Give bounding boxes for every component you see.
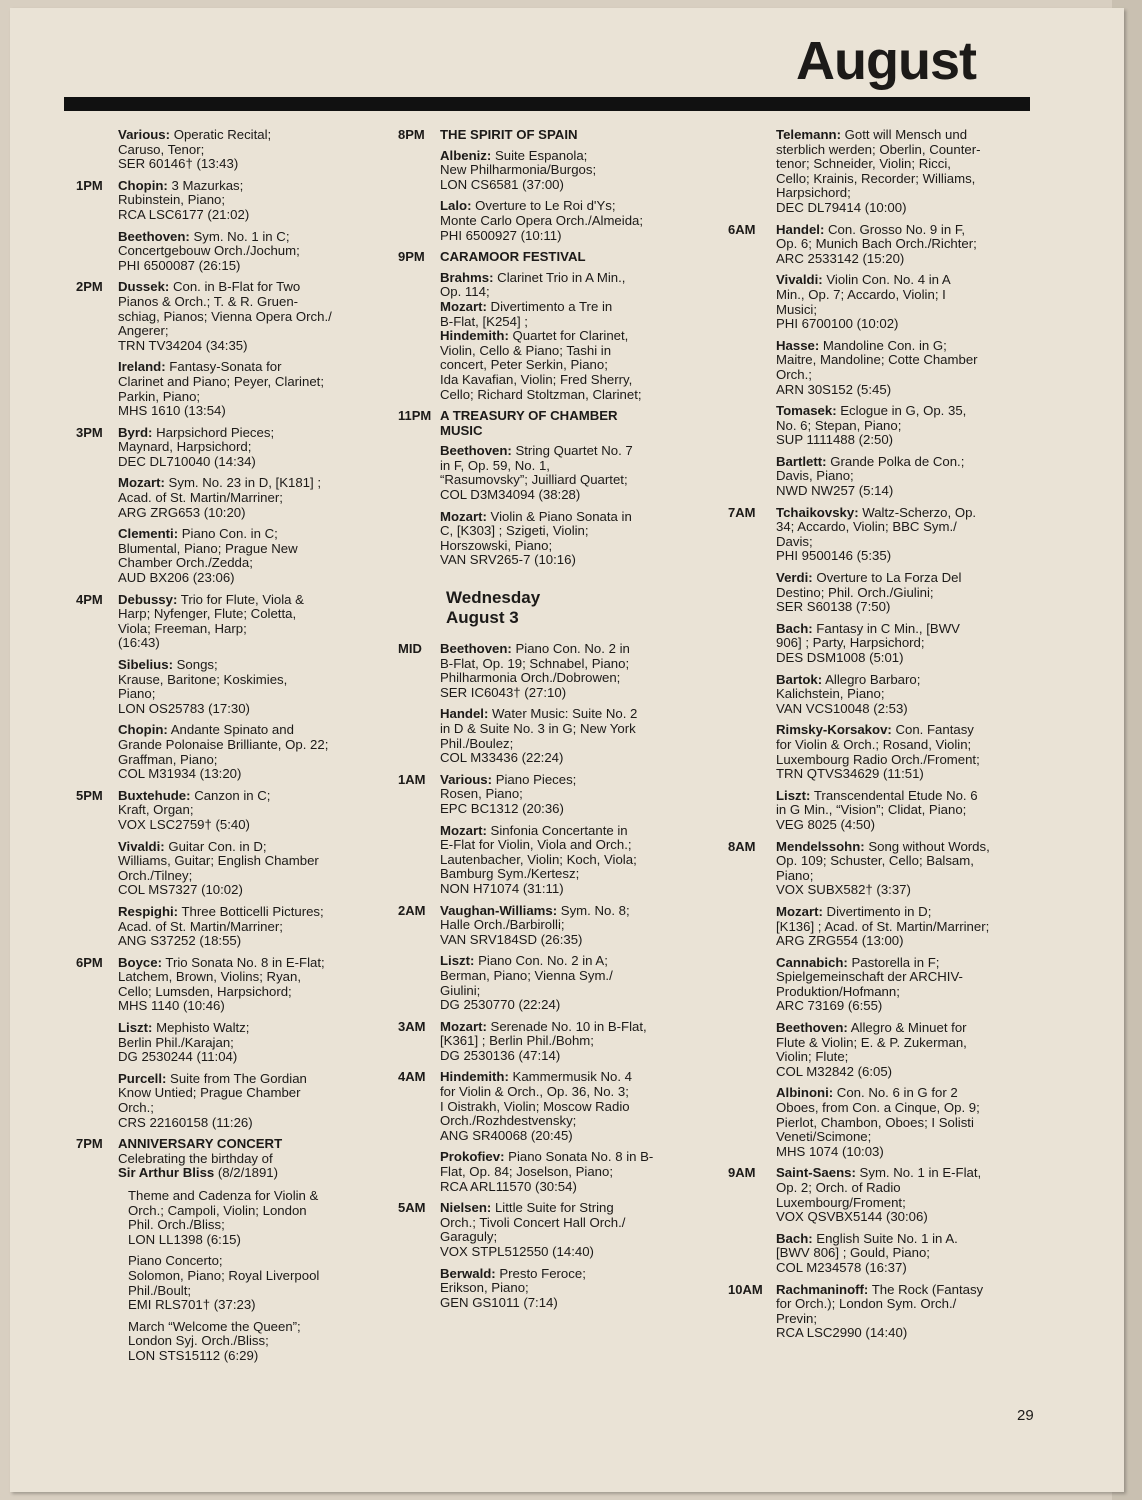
listing-details: Sym. No. 8; Halle Orch./Barbirolli; VAN SRV184SD (26:35) [440, 902, 630, 947]
composer-name: Purcell: [118, 1070, 167, 1086]
listing-details: Allegro Barbaro; Kalichstein, Piano; VAN VCS10048 (2:53) [776, 671, 921, 716]
listing-entry [776, 622, 1044, 666]
listing-details: Clarinet Trio in A Min., Op. 114; [440, 269, 626, 300]
time-label: 3PM [76, 424, 103, 440]
listing-entry [118, 128, 376, 172]
program-title: THE SPIRIT OF SPAIN [440, 127, 578, 142]
listing-details: Guitar Con. in D; Williams, Guitar; English Chamber Orch./Tilney; COL MS7327 (10:02) [118, 838, 319, 898]
listing-details: Harpsichord Pieces; Maynard, Harpsichord; DEC DL710040 (14:34) [118, 424, 275, 469]
listing-entry [118, 1021, 376, 1065]
listing-entry [776, 673, 1044, 717]
composer-name: Debussy: [118, 591, 178, 607]
listing-entry [776, 840, 1044, 898]
composer-name: Vaughan-Williams: [440, 902, 558, 918]
honoree-name: Sir Arthur Bliss [118, 1165, 215, 1181]
composer-name: Mozart: [440, 1018, 487, 1034]
composer-name: Prokofiev: [440, 1149, 505, 1165]
time-slot [398, 904, 703, 1013]
listing-details: Little Suite for String Orch.; Tivoli Concert Hall Orch./ Garaguly; VOX STPL512550 (14:40) [440, 1200, 626, 1259]
composer-name: Bach: [776, 620, 813, 636]
listing-entry [440, 904, 703, 948]
time-slot [398, 128, 703, 243]
listing-details: Andante Spinato and Grande Polonaise Brilliante, Op. 22; Graffman, Piano; COL M31934 (13:20) [118, 722, 329, 782]
slot-listings [118, 426, 376, 586]
listing-entry [118, 723, 376, 781]
time-label: 5PM [76, 787, 103, 803]
time-label: 10AM [728, 1281, 763, 1297]
listing-details: Sym. No. 1 in E-Flat, Op. 2; Orch. of Radio Luxembourg/Froment; VOX QSVBX5144 (30:06) [776, 1165, 982, 1225]
listing-details: Kammermusik No. 4 for Violin & Orch., Op. 36, No. 3; I Oistrakh, Violin; Moscow Radio Orch./Rozhdestvensky; ANG SR40068 (20:45) [440, 1069, 632, 1143]
slot-listings [118, 280, 376, 418]
composer-name: Liszt: [776, 787, 811, 803]
listing-entry [776, 223, 1044, 267]
composer-name: Sibelius: [118, 657, 173, 672]
time-label: 7PM [76, 1136, 103, 1152]
listing-entry [440, 149, 703, 193]
time-slot [728, 223, 1044, 499]
listing-entry [118, 426, 376, 470]
time-slot [398, 1201, 703, 1310]
composer-name: Mozart: [440, 298, 487, 314]
listing-details: Songs; Krause, Baritone; Koskimies, Piano; LON OS25783 (17:30) [118, 657, 288, 716]
time-label: 5AM [398, 1200, 426, 1216]
program-title: CARAMOOR FESTIVAL [440, 249, 586, 265]
listing-details: Sym. No. 23 in D, [K181] ; Acad. of St. Martin/Marriner; ARG ZRG653 (10:20) [118, 475, 322, 520]
listing-entry [440, 824, 703, 897]
time-slot [728, 506, 1044, 833]
listing-entry [776, 1166, 1044, 1224]
composer-name: Bartok: [776, 671, 823, 687]
composer-name: Albinoni: [776, 1085, 834, 1101]
composer-name: Liszt: [440, 953, 475, 969]
time-slot [76, 179, 376, 274]
composer-name: Beethoven: [440, 443, 512, 459]
listing-entry [118, 280, 376, 353]
composer-name: Buxtehude: [118, 787, 191, 803]
listing-details: Con. Grosso No. 9 in F, Op. 6; Munich Bach Orch./Richter; ARC 2533142 (15:20) [776, 221, 977, 266]
composer-name: Rimsky-Korsakov: [776, 722, 892, 738]
time-slot [76, 128, 376, 172]
composer-name: Cannabich: [776, 954, 848, 970]
time-label: 7AM [728, 504, 756, 520]
listing-details: Trio Sonata No. 8 in E-Flat; Latchem, Brown, Violins; Ryan, Cello; Lumsden, Harpsichord; MHS 1140 (10:46) [118, 954, 325, 1014]
listing-details: Song without Words, Op. 109; Schuster, Cello; Balsam, Piano; VOX SUBX582† (3:37) [776, 838, 990, 898]
time-slot [398, 250, 703, 402]
listing-entry [118, 593, 376, 651]
time-label: 2PM [76, 279, 103, 295]
listing-details: Canzon in C; Kraft, Organ; VOX LSC2759† (5:40) [118, 787, 271, 832]
listing-entry [118, 179, 376, 223]
composer-name: Beethoven: [776, 1020, 848, 1036]
listing-details: Violin Con. No. 4 in A Min., Op. 7; Accardo, Violin; I Musici; PHI 6700100 (10:02) [776, 272, 951, 332]
listing-details: Overture to Le Roi d'Ys; Monte Carlo Opera Orch./Almeida; PHI 6500927 (10:11) [440, 198, 644, 243]
composer-name: Mozart: [118, 475, 165, 491]
time-slot [398, 409, 703, 568]
listing-entry [776, 789, 1044, 833]
listing-entry [776, 723, 1044, 781]
composer-name: Tchaikovsky: [776, 504, 859, 520]
composer-name: Mozart: [776, 903, 823, 919]
composer-name: Mozart: [440, 822, 487, 838]
listing-details: Mephisto Waltz; Berlin Phil./Karajan; DG 2530244 (11:04) [118, 1020, 250, 1065]
listing-entry [440, 199, 703, 243]
slot-listings [118, 593, 376, 782]
composer-name: Saint-Saens: [776, 1165, 856, 1181]
slot-listings [776, 1166, 1044, 1275]
program-title: ANNIVERSARY CONCERT [118, 1136, 283, 1152]
composer-name: Various: [440, 771, 493, 787]
time-label: 3AM [398, 1018, 426, 1034]
composer-name: Berwald: [440, 1265, 496, 1281]
listing-details: Presto Feroce; Erikson, Piano; GEN GS1011 (7:14) [440, 1265, 586, 1310]
header-rule [64, 97, 1030, 111]
listing-details: Quartet for Clarinet, Violin, Cello & Piano; Tashi in concert, Peter Serkin, Piano; Ida Kavafian, Violin; Fred Sherry, Cello; Richard Stoltzman, Clarinet; [440, 328, 642, 402]
program-title: A TREASURY OF CHAMBER MUSIC [440, 408, 618, 438]
time-slot [76, 426, 376, 586]
listing-details: Operatic Recital; Caruso, Tenor; SER 60146† (13:43) [118, 127, 272, 172]
listing-details: Suite from The Gordian Know Untied; Prague Chamber Orch.; CRS 22160158 (11:26) [118, 1070, 307, 1130]
time-slot [76, 593, 376, 782]
listing-details: Divertimento in D; [K136] ; Acad. of St. Martin/Marriner; ARG ZRG554 (13:00) [776, 903, 990, 949]
time-slot [728, 1166, 1044, 1275]
composer-name: Liszt: [118, 1020, 153, 1036]
listing-details: Overture to La Forza Del Destino; Phil. Orch./Giulini; SER S60138 (7:50) [776, 570, 962, 615]
listing-entry [118, 789, 376, 833]
listing-entry: March “Welcome the Queen”; London Syj. Orch./Bliss; LON STS15112 (6:29) [128, 1318, 301, 1363]
composer-name: Tomasek: [776, 403, 837, 419]
time-slot [398, 642, 703, 766]
composer-name: Various: [118, 127, 171, 142]
slot-listings [440, 904, 703, 1013]
listing-details: Violin & Piano Sonata in C, [K303] ; Szigeti, Violin; Horszowski, Piano; VAN SRV265-7 (10:16) [440, 508, 632, 568]
composer-name: Chopin: [118, 177, 168, 193]
slot-listings [118, 1137, 376, 1363]
time-label: 1PM [76, 177, 103, 193]
listing-entry [440, 1020, 703, 1064]
slot-listings [440, 642, 703, 766]
listing-entry [440, 1070, 703, 1143]
listing-entry [118, 658, 376, 716]
listing-entry: Theme and Cadenza for Violin & Orch.; Campoli, Violin; London Phil. Orch./Bliss; LON LL1398 (6:15) [128, 1188, 319, 1247]
listing-details: Mandoline Con. in G; Maitre, Mandoline; Cotte Chamber Orch.; ARN 30S152 (5:45) [776, 337, 978, 397]
listing-details: Sinfonia Concertante in E-Flat for Violin, Viola and Orch.; Lautenbacher, Violin; Koch, Viola; Bamburg Sym./Kertesz; NON H71074 (31:11) [440, 822, 637, 896]
listing-details: Suite Espanola; New Philharmonia/Burgos; LON CS6581 (37:00) [440, 147, 597, 192]
time-label [76, 128, 118, 172]
slot-listings [118, 128, 376, 172]
listing-details: Fantasy-Sonata for Clarinet and Piano; Peyer, Clarinet; Parkin, Piano; MHS 1610 (13:54) [118, 359, 324, 419]
listing-entry [776, 905, 1044, 949]
listing-details: Three Botticelli Pictures; Acad. of St. Martin/Marriner; ANG S37252 (18:55) [118, 903, 324, 949]
time-label: 8AM [728, 838, 756, 854]
honoree-dates: (8/2/1891) [214, 1165, 279, 1181]
listing-details: Serenade No. 10 in B-Flat, [K361] ; Berlin Phil./Bohm; DG 2530136 (47:14) [440, 1018, 647, 1063]
composer-name: Telemann: [776, 127, 841, 142]
listing-details: Eclogue in G, Op. 35, No. 6; Stepan, Piano; SUP 1111488 (2:50) [776, 403, 967, 448]
slot-listings [440, 409, 703, 568]
time-label: 11PM [398, 408, 432, 424]
composer-name: Byrd: [118, 424, 153, 440]
listing-details: Water Music: Suite No. 2 in D & Suite No. 3 in G; New York Phil./Boulez; COL M33436 (22:24) [440, 706, 638, 766]
composer-name: Clementi: [118, 526, 179, 542]
time-slot [728, 840, 1044, 1160]
slot-listings [440, 1070, 703, 1194]
listing-details: Transcendental Etude No. 6 in G Min., “Vision”; Clidat, Piano; VEG 8025 (4:50) [776, 787, 978, 832]
listing-details: Fantasy in C Min., [BWV 906] ; Party, Harpsichord; DES DSM1008 (5:01) [776, 620, 960, 665]
listing-details: Con. No. 6 in G for 2 Oboes, from Con. a Cinque, Op. 9; Pierlot, Chambon, Oboes; I Solisti Veneti/Scimone; MHS 1074 (10:03) [776, 1085, 980, 1159]
page-number: 29 [1017, 1407, 1034, 1424]
listing-details: Piano Pieces; Rosen, Piano; EPC BC1312 (20:36) [440, 771, 577, 816]
composer-name: Handel: [440, 706, 489, 722]
listing-details: Pastorella in F; Spielgemeinschaft der ARCHIV- Produktion/Hofmann; ARC 73169 (6:55) [776, 954, 963, 1014]
program-subtitle: Celebrating the birthday of [118, 1150, 273, 1166]
time-slot [76, 1137, 376, 1363]
listing-entry [776, 1232, 1044, 1276]
slot-listings [440, 250, 703, 402]
honoree-line [118, 1166, 376, 1181]
listing-entry [118, 905, 376, 949]
composer-name: Lalo: [440, 198, 472, 214]
composer-name: Rachmaninoff: [776, 1281, 869, 1297]
composer-name: Vivaldi: [776, 272, 823, 288]
time-label: 4AM [398, 1069, 426, 1085]
listing-details: Grande Polka de Con.; Davis, Piano; NWD NW257 (5:14) [776, 453, 965, 499]
listing-entry [776, 455, 1044, 499]
slot-listings [776, 223, 1044, 499]
composer-name: Respighi: [118, 903, 179, 919]
slot-listings [776, 840, 1044, 1160]
composer-name: Albeniz: [440, 147, 492, 163]
listing-entry: Piano Concerto; Solomon, Piano; Royal Liverpool Phil./Boult; EMI RLS701† (37:23) [128, 1253, 320, 1313]
listing-entry [776, 1086, 1044, 1159]
composer-name: Dussek: [118, 279, 170, 295]
listing-entry [776, 128, 1044, 216]
time-label: 4PM [76, 591, 103, 607]
listing-entry [776, 571, 1044, 615]
listing-entry [776, 1021, 1044, 1079]
composer-name: Nielsen: [440, 1200, 492, 1216]
listing-entry [440, 954, 703, 1012]
time-slot [76, 956, 376, 1131]
slot-listings [440, 1201, 703, 1310]
listing-entry [776, 1283, 1044, 1341]
listing-details: Trio for Flute, Viola & Harp; Nyfenger, Flute; Coletta, Viola; Freeman, Harp; (16:43) [118, 591, 304, 651]
composer-name: Handel: [776, 221, 825, 237]
listing-entry [776, 339, 1044, 397]
listing-details: 3 Mazurkas; Rubinstein, Piano; RCA LSC6177 (21:02) [118, 177, 250, 222]
column-2 [398, 128, 703, 1317]
time-label: 9PM [398, 249, 425, 265]
slot-listings [776, 128, 1044, 216]
time-label: 8PM [398, 127, 425, 142]
listing-entry [776, 404, 1044, 448]
listing-entry [118, 360, 376, 418]
listing-entry [440, 642, 703, 700]
time-label: 6AM [728, 221, 756, 237]
composer-name: Hindemith: [440, 328, 509, 344]
time-label: 1AM [398, 771, 426, 787]
time-label: 6PM [76, 954, 103, 970]
time-slot [728, 1283, 1044, 1341]
listing-details: English Suite No. 1 in A. [BWV 806] ; Gould, Piano; COL M234578 (16:37) [776, 1230, 958, 1275]
listing-entry [776, 506, 1044, 564]
listing-entry [776, 273, 1044, 331]
listing-details: String Quartet No. 7 in F, Op. 59, No. 1, “Rasumovsky”; Juilliard Quartet; COL D3M34094 (38:28) [440, 443, 633, 503]
time-label: 2AM [398, 902, 426, 918]
listing-details: Piano Con. in C; Blumental, Piano; Prague New Chamber Orch./Zedda; AUD BX206 (23:06) [118, 526, 298, 586]
composer-name: Verdi: [776, 570, 813, 586]
composer-name: Bartlett: [776, 453, 827, 469]
listing-entry [440, 773, 703, 817]
listing-details: Divertimento a Tre in B-Flat, [K254] ; [440, 298, 613, 329]
listing-details: Allegro & Minuet for Flute & Violin; E. & P. Zukerman, Violin; Flute; COL M32842 (6:05) [776, 1020, 967, 1079]
listing-entry [440, 444, 703, 502]
listing-entry [118, 476, 376, 520]
time-label [728, 128, 776, 216]
listing-entry [440, 1267, 703, 1311]
composer-name: Vivaldi: [118, 838, 165, 854]
listing-details: Piano Con. No. 2 in B-Flat, Op. 19; Schnabel, Piano; Philharmonia Orch./Dobrowen; SER IC6043† (27:10) [440, 641, 630, 700]
slot-listings [440, 128, 703, 243]
time-slot [76, 280, 376, 418]
listing-entry [118, 840, 376, 898]
page-title: August [796, 31, 976, 91]
composer-name: Beethoven: [440, 641, 512, 657]
composer-name: Hindemith: [440, 1069, 509, 1085]
time-slot [398, 1020, 703, 1064]
listing-details: Sym. No. 1 in C; Concertgebouw Orch./Jochum; PHI 6500087 (26:15) [118, 228, 300, 273]
listing-entry [440, 271, 703, 402]
time-slot [76, 789, 376, 949]
listing-details: Piano Con. No. 2 in A; Berman, Piano; Vienna Sym./ Giulini; DG 2530770 (22:24) [440, 953, 613, 1013]
composer-name: Mozart: [440, 508, 487, 524]
listing-entry [776, 956, 1044, 1014]
listing-details: Con. in B-Flat for Two Pianos & Orch.; T. & R. Gruen- schiag, Pianos; Vienna Opera Orch./ Angerer; TRN TV34204 (34:35) [118, 279, 332, 353]
composer-name: Brahms: [440, 269, 494, 285]
time-slot [398, 773, 703, 897]
composer-name: Ireland: [118, 359, 166, 375]
listing-entry [118, 1072, 376, 1130]
slot-listings [118, 179, 376, 274]
composer-name: Beethoven: [118, 228, 190, 244]
listing-entry [440, 1150, 703, 1194]
listing-entry [440, 510, 703, 568]
slot-listings [118, 789, 376, 949]
composer-name: Chopin: [118, 722, 168, 738]
listing-details: Gott will Mensch und sterblich werden; Oberlin, Counter- tenor; Schneider, Violin; Ricci, Cello; Krainis, Recorder; Williams, Harpsichord; DEC DL79414 (10:00) [776, 127, 981, 215]
time-label: 9AM [728, 1165, 756, 1181]
listing-details: Con. Fantasy for Violin & Orch.; Rosand, Violin; Luxembourg Radio Orch./Froment; TRN QTVS34629 (11:51) [776, 722, 980, 782]
composer-name: Mendelssohn: [776, 838, 865, 854]
composer-name: Hasse: [776, 337, 820, 353]
slot-listings [440, 1020, 703, 1064]
composer-name: Boyce: [118, 954, 162, 970]
time-slot [728, 128, 1044, 216]
time-label: MID [398, 641, 422, 657]
column-3 [728, 128, 1044, 1348]
composer-name: Bach: [776, 1230, 813, 1246]
listing-entry [440, 707, 703, 765]
listing-entry [440, 1201, 703, 1259]
listing-details: The Rock (Fantasy for Orch.); London Sym. Orch./ Previn; RCA LSC2990 (14:40) [776, 1281, 984, 1341]
slot-listings [776, 1283, 1044, 1341]
listing-entry [118, 527, 376, 585]
listing-entry [118, 230, 376, 274]
column-1 [76, 128, 376, 1371]
slot-listings [776, 506, 1044, 833]
time-slot [398, 1070, 703, 1194]
listing-details: Waltz-Scherzo, Op. 34; Accardo, Violin; BBC Sym./ Davis; PHI 9500146 (5:35) [776, 504, 977, 564]
listing-details: Piano Sonata No. 8 in B- Flat, Op. 84; Joselson, Piano; RCA ARL11570 (30:54) [440, 1149, 654, 1194]
slot-listings [440, 773, 703, 897]
day-heading: Wednesday August 3 [446, 588, 541, 628]
listing-entry [118, 956, 376, 1014]
slot-listings [118, 956, 376, 1131]
